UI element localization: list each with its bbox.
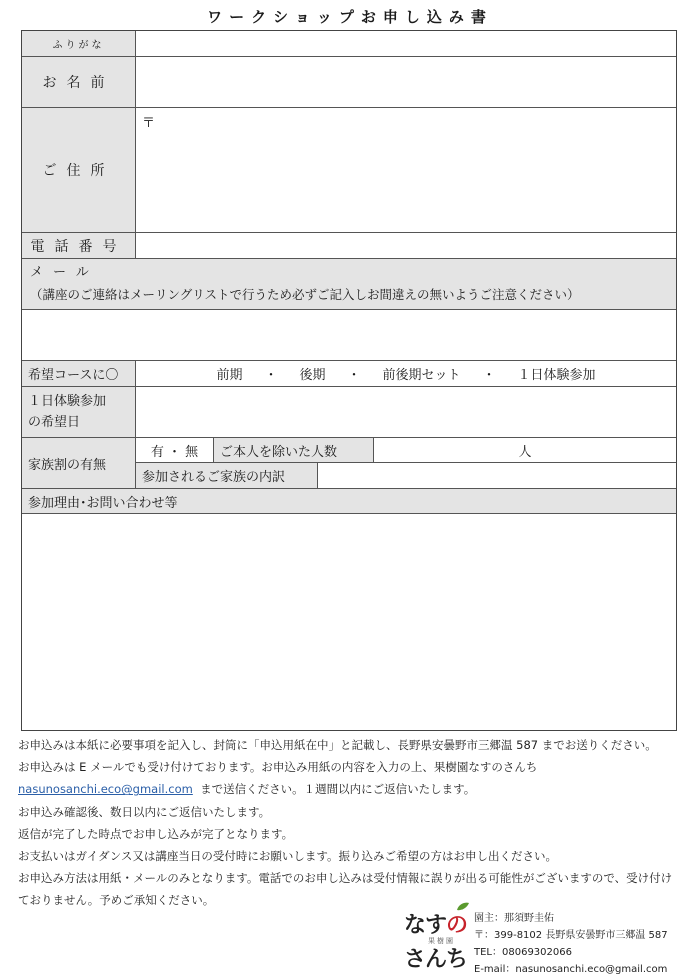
mail-field[interactable] [22,310,676,361]
note-payment: お支払いはガイダンス又は講座当日の受付時にお願いします。振り込みご希望の方はお申し出ください。 [18,849,557,864]
postal-address: 〒：399-8102 長野県安曇野市三郷温 587 [474,930,668,941]
page-title: ワークショップお申し込み書 [207,8,493,26]
mail-header [22,259,676,310]
reason-field[interactable] [22,514,676,730]
contact-info [474,910,696,978]
course-options[interactable] [136,361,676,387]
owner-name: 園主：那須野圭佑 [474,913,554,924]
note-email-option: お申込みは E メールでも受け付けております。お申込み用紙の内容を入力の上、果樹園なすのさんち [18,760,538,775]
note-confirmation: お申込み確認後、数日以内にご返信いたします。 [18,804,271,819]
address-field[interactable] [136,108,676,233]
family-count-field[interactable] [374,438,676,463]
course-separator: ・ [264,368,278,383]
course-label: 希望コースに〇 [22,361,136,387]
family-breakdown-field[interactable] [318,463,676,489]
phone-number: TEL：08069302066 [474,947,572,958]
note-email-line [18,778,688,800]
logo-bottom: さんち [404,946,468,972]
course-second-half[interactable]: 後期 [299,368,326,383]
name-label: お名前 [22,57,136,108]
course-first-half[interactable]: 前期 [216,368,243,383]
note-email-rest: まで送信ください。１週間以内にご返信いたします。 [200,782,476,797]
trial-date-label-line2: の希望日 [28,415,81,430]
phone-field[interactable] [136,233,676,259]
name-field[interactable] [136,57,676,108]
phone-label: 電話番号 [22,233,136,259]
application-form [21,30,677,731]
course-separator: ・ [347,368,361,383]
address-label: ご住所 [22,108,136,233]
course-full-set[interactable]: 前後期セット [382,368,461,383]
family-breakdown-label: 参加されるご家族の内訳 [136,463,318,489]
course-separator: ・ [482,368,496,383]
note-method: お申込み方法は用紙・メールのみとなります。電話でのお申し込みは受付情報に誤りが出る可能性がございますので、受け付け [18,871,673,886]
postal-mark: 〒 [142,116,156,131]
reason-label: 参加理由･お問い合わせ等 [22,489,676,514]
family-count-unit: 人 [518,444,532,460]
note-method-cont: ておりません。予めご承知ください。 [18,893,215,908]
trial-date-label [22,387,136,438]
family-discount-label: 家族割の有無 [22,438,136,489]
logo-top-b: の [446,912,468,938]
trial-date-label-line1: １日体験参加 [28,394,107,409]
mail-note: （講座のご連絡はメーリングリストで行うため必ずご記入しお間違えの無いようご注意ください） [30,287,580,302]
furigana-label: ふりがな [22,31,136,57]
family-yes-no[interactable]: 有 ・ 無 [136,438,214,463]
trial-date-field[interactable] [136,387,676,438]
application-notes [18,734,688,912]
furigana-field[interactable] [136,31,676,57]
email-link[interactable]: nasunosanchi.eco@gmail.com [18,782,193,797]
logo-top [404,908,467,939]
logo-sub: 果樹園 [428,937,455,945]
course-one-day-trial[interactable]: １日体験参加 [517,368,596,383]
family-count-label: ご本人を除いた人数 [214,438,374,463]
contact-email: E-mail：nasunosanchi.eco@gmail.com [474,964,668,975]
note-completion: 返信が完了した時点でお申し込みが完了となります。 [18,826,294,841]
mail-label: メール [30,265,99,280]
note-mail-in: お申込みは本紙に必要事項を記入し、封筒に「申込用紙在中」と記載し、長野県安曇野市三郷温 587 までお送りください。 [18,738,657,752]
orchard-logo [404,908,474,970]
logo-top-a: なす [404,912,447,938]
